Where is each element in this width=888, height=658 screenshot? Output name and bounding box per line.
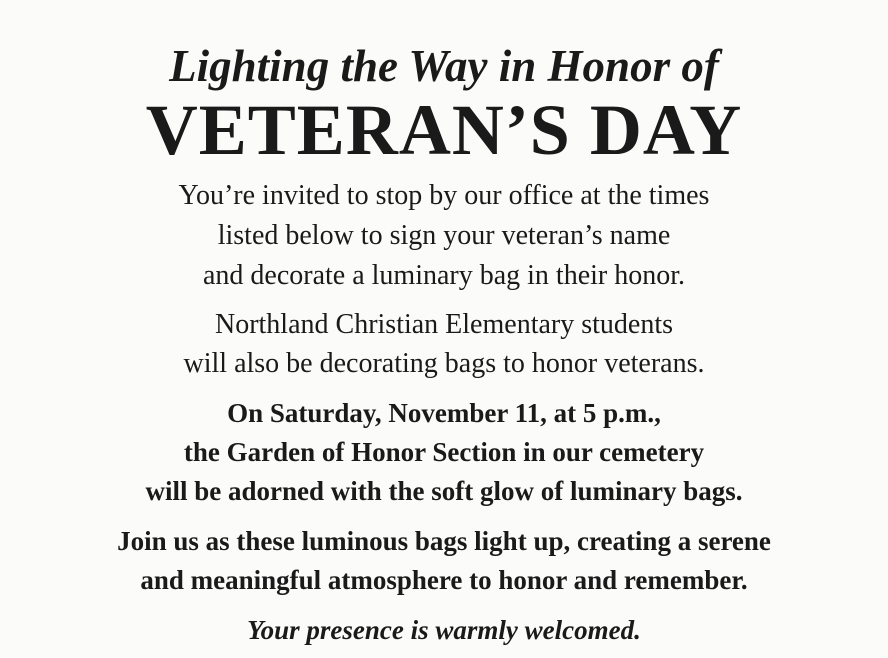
students-line: Northland Christian Elementary students	[214, 309, 674, 340]
event-paragraph	[0, 394, 888, 511]
closing-line: Your presence is warmly welcomed.	[247, 615, 641, 645]
invite-paragraph	[0, 176, 888, 296]
invite-line: listed below to sign your veteran’s name	[217, 220, 671, 251]
students-paragraph	[0, 305, 888, 383]
flyer-subtitle: Lighting the Way in Honor of	[169, 41, 719, 91]
join-line: Join us as these luminous bags light up, creating a serene	[117, 526, 771, 556]
join-line: and meaningful atmosphere to honor and remember.	[140, 565, 748, 595]
invite-line: and decorate a luminary bag in their honor.	[202, 260, 686, 291]
flyer-title: VETERAN’S DAY	[145, 90, 743, 170]
invite-line: You’re invited to stop by our office at the times	[178, 180, 710, 211]
event-line: the Garden of Honor Section in our cemetery	[183, 437, 705, 467]
join-paragraph	[0, 522, 888, 600]
event-line: will be adorned with the soft glow of luminary bags.	[145, 476, 743, 506]
students-line: will also be decorating bags to honor veterans.	[183, 348, 705, 379]
event-line: On Saturday, November 11, at 5 p.m.,	[227, 398, 661, 428]
